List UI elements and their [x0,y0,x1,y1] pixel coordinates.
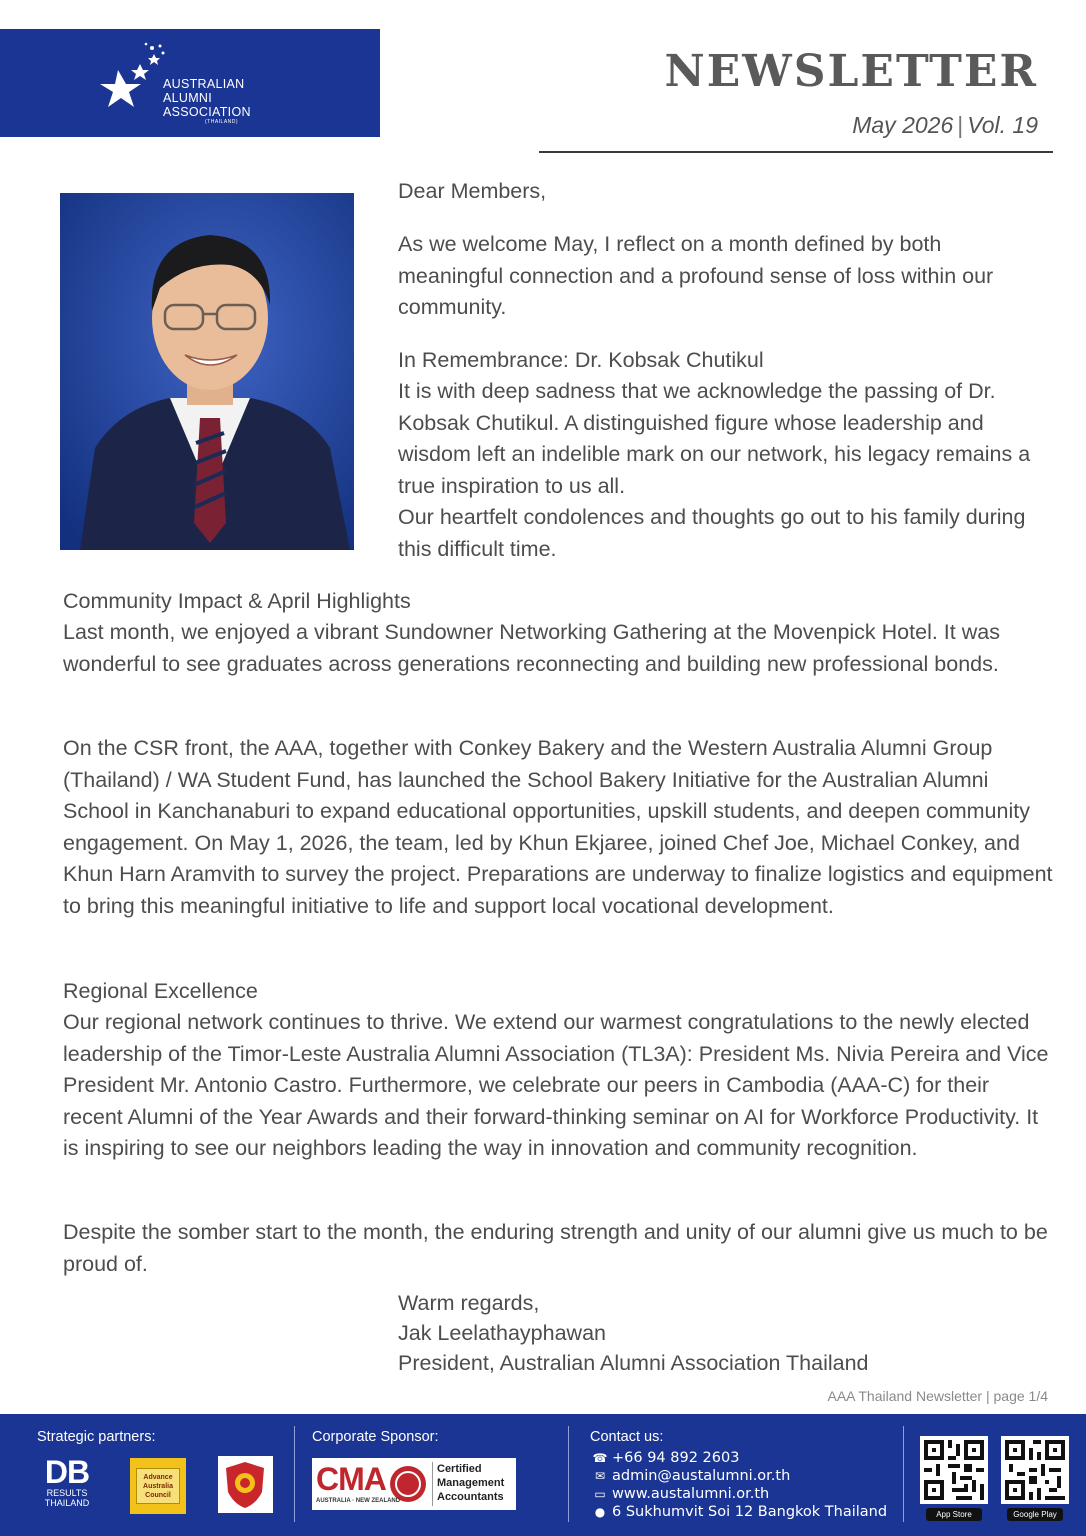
closing-paragraph: Despite the somber start to the month, the enduring strength and unity of our alumni give us much to be proud of. [63,1220,1048,1276]
president-portrait [60,193,354,550]
remembrance-heading: In Remembrance: Dr. Kobsak Chutikul [398,348,764,372]
location-pin-icon: ● [594,1505,606,1519]
signer-title: President, Australian Alumni Association Thailand [398,1351,869,1375]
partner-aac-logo[interactable]: Advance Australia Council [130,1458,186,1514]
app-store-badge[interactable]: App Store [926,1508,982,1521]
remembrance-paragraph: It is with deep sadness that we acknowledge the passing of Dr. Kobsak Chutikul. A distinguished figure whose leadership and wisdom left an indelible mark on our network, his legacy remains a true inspiration to us all. [398,379,1031,498]
logo-wordmark: AUSTRALIAN ALUMNI ASSOCIATION (THAILAND) [163,77,251,125]
regional-heading: Regional Excellence [63,979,258,1003]
qr-code-icon[interactable] [1001,1436,1069,1504]
google-play-badge[interactable]: Google Play [1007,1508,1063,1521]
condolences-paragraph: Our heartfelt condolences and thoughts go out to his family during this difficult time. [398,505,1026,561]
contact-phone[interactable]: ☎ +66 94 892 2603 [592,1450,740,1466]
signoff: Warm regards, [398,1291,540,1315]
contact-website[interactable]: ▭ www.austalumni.or.th [592,1485,769,1503]
signer-name: Jak Leelathayphawan [398,1321,606,1345]
page-number: AAA Thailand Newsletter | page 1/4 [827,1388,1048,1404]
header-divider [539,151,1053,153]
greeting: Dear Members, [398,179,547,203]
qr-code-icon[interactable] [920,1436,988,1504]
intro-paragraph: As we welcome May, I reflect on a month defined by both meaningful connection and a profound sense of loss within our community. [398,232,994,319]
contact-address: ● 6 Sukhumvit Soi 12 Bangkok Thailand [592,1503,887,1521]
footer-band [0,1414,1086,1536]
school-crest-icon [218,1456,273,1513]
partner-school-logo[interactable] [218,1456,273,1513]
footer-divider [568,1426,569,1522]
sponsor-label: Corporate Sponsor: [312,1429,439,1445]
email-icon: ✉ [594,1469,606,1483]
partner-db-logo[interactable]: DB RESULTS THAILAND [44,1454,90,1508]
star-logo-icon [96,40,166,120]
footer-divider [294,1426,295,1522]
website-icon: ▭ [594,1487,606,1501]
contact-email[interactable]: ✉ admin@austalumni.or.th [592,1467,790,1485]
partners-label: Strategic partners: [37,1429,156,1445]
sponsor-cma-logo[interactable]: CMA AUSTRALIA · NEW ZEALAND Certified Management Accountants [312,1458,516,1510]
community-paragraph: Last month, we enjoyed a vibrant Sundowner Networking Gathering at the Movenpick Hotel. It was wonderful to see graduates across generations reconnecting and building new professional bonds. [63,620,1000,676]
contact-label: Contact us: [590,1429,664,1445]
issue-date: May 2026 | Vol. 19 [852,112,1038,138]
csr-paragraph: On the CSR front, the AAA, together with Conkey Bakery and the Western Australia Alumni Group (Thailand) / WA Student Fund, has launched the School Bakery Initiative for the Australian Alumni School in Kanchanaburi to expand educational opportunities, upskill students, and deepen community engagement. On May 1, 2026, the team, led by Khun Ekjaree, joined Chef Joe, Michael Conkey, and Khun Harn Aramvith to survey the project. Preparations are underway to finalize logistics and equipment to bring this meaningful initiative to life and support local vocational development. [63,736,1053,918]
footer-divider [903,1426,904,1522]
phone-icon: ☎ [592,1451,608,1465]
newsletter-title: NEWSLETTER [664,46,1038,97]
regional-paragraph: Our regional network continues to thrive. We extend our warmest congratulations to the newly elected leadership of the Timor-Leste Australia Alumni Association (TL3A): President Ms. Nivia Pereira and Vice President Mr. Antonio Castro. Furthermore, we celebrate our peers in Cambodia (AAA-C) for their recent Alumni of the Year Awards and their forward-thinking seminar on AI for Workforce Productivity. It is inspiring to see our neighbors leading the way in innovation and community recognition. [63,1010,1049,1160]
community-heading: Community Impact & April Highlights [63,589,411,613]
